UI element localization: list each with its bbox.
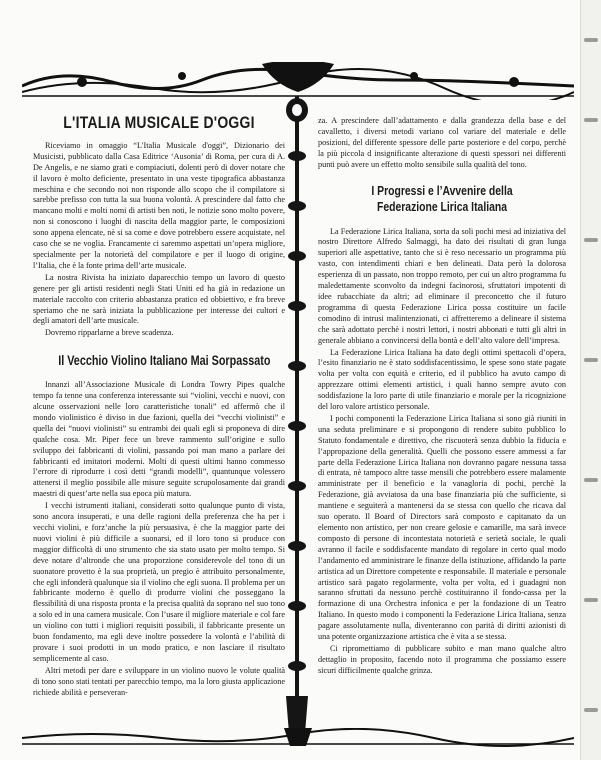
ornamental-footer-border bbox=[22, 728, 574, 748]
article-paragraph: La Federazione Lirica Italiana, sorta da soli pochi mesi ad iniziativa del nostro Direttore Alfredo Salmaggi, ha dato dei risultati di gran lunga superiori alle aspettative, tanto che si è reso necessario un programma più vasto, con intendimenti chiari e ben delineati. Data però la dolorosa esperienza di un passato, non troppo remoto, per cui un altro programma fu maledettamente sconvolto da indegni facinorosi, sfruttatori impotenti di idee rubacchiate da altri; ad eliminare il preconcetto che il futuro programma di questa Federazione Lirica possa costituire un facile comodino di intrusi malintenzionati, ci affretteremo a delineare il sistema che sarà adottato perchè i nostri lettori, i nostri abbonati e tutti gli altri in generale abbiano a convincersi della bontà e dell’alto valore dell’impresa. bbox=[318, 226, 566, 345]
article-title: L'ITALIA MUSICALE D'OGGI bbox=[63, 113, 255, 132]
ornamental-column-divider bbox=[284, 96, 310, 746]
binding-edge bbox=[580, 0, 601, 760]
article-paragraph: La nostra Rivista ha iniziato daparecchio tempo un lavoro di questo genere per gli artisti residenti negli Stati Uniti ed ha già in redazione un materiale raccolto con criterio abbastanza pratico ed obbiettivo, e fra breve speriamo che ne sarà iniziata la pubblicazione per interesse dei cultori e degli amatori dell’arte musicale. bbox=[33, 272, 285, 326]
ornamental-header-border bbox=[22, 62, 574, 100]
left-column bbox=[33, 112, 285, 700]
article-paragraph: Riceviamo in omaggio “L'Italia Musicale d'oggi”, Dizionario dei Musicisti, pubblicato dalla Casa Editrice ‘Ausonia’ di Roma, per cura di A. De Angelis, e ne siamo grati e compiaciuti, dolenti però di dover notare che il lavoro è molto deficiente, presentato in una veste tipografica abbastanza meschina e che secondo noi non risponde allo scopo che il compilatore si sarebbe prefisso con tutta la sua buona volontà. A prescindere dal fatto che mancano molti e molti nomi di artisti ben noti, le notizie sono molto povere, non si conoscono i luoghi di nascita della maggior parte, le composizioni sono appena elencate, nè si sa come e dove potrebbero essere acquistate, nel caso che se ne voglia. Francamente ci saremmo aspettati un’opera migliore, specialmente per la notorietà del compilatore e per il luogo di origine, l’Italia, che è la fonte prima dell’arte musicale. bbox=[33, 140, 285, 270]
article-paragraph: I pochi componenti la Federazione Lirica Italiana si sono già riuniti in una seduta preliminare e si propongono di rendere subito pubblico lo Statuto fondamentale e direttivo, che riscuoterà senza dubbio la fiducia e l’appropazione della generalità. Quelli che possono essere ammessi a far parte della Federazione Lirica Italiana non dovranno pagare nessuna tassa di entrata, nè tampoco altre tasse mensili che potrebbero essere malamente amministrate per il beneficio e la vanagloria di pochi, perchè la Federazione, già avviatosa da una base finanziaria più che sufficiente, si mantiene e seguiterà a mantenersi da se stessa con quello che ricava dal suo operato. Il Board of Directors sarà composto e capitanato da un elemento non artistico, per non creare gelosie e camarille, ma sarà invece composto di persone di incontestata notorietà e serietà sociale, le quali avranno il facile e soddisfacente mandato di regolare in certo qual modo l’andamento ed amministrare le finanze della istituzione, affidando la parte artistica ad un Direttore competente e responsabile. Il materiale e personale artistico sarà pagato regolarmente, volta per volta, ed i guadagni non saranno sfruttati da nessuno perchè costituiranno il fondo-cassa per la formazione di una Orchestra infonica e per la fondazione di un Teatro Italiano. In questo modo i componenti la Federazione Lirica Italiana, senza pagare assolutamente nulla, diventeranno con parità di diritti azionisti di una potente organizzazione artistica che è vita a se stessa. bbox=[318, 413, 566, 642]
continued-paragraph: za. A prescindere dall’adattamento e dalla grandezza della base e del cavalletto, i diversi metodi variano col variare del materiale e delle posizioni, del differente spessore delle parte posteriore e del corpo, perchè la più piccola d insignificante alterazione di questi spessori nei differenti punti può avere un effetto molto sensibile sulla qualità del tono. bbox=[318, 116, 566, 169]
article-paragraph: Dovremo ripparlarne a breve scadenza. bbox=[45, 328, 174, 338]
article-title-line: I Progressi e l’Avvenire della bbox=[371, 182, 513, 198]
article-paragraph: La Federazione Lirica Italiana ha dato degli ottimi spettacoli d’opera, l’esito finanziario ne è stato soddisfacentissimo, le spese sono state pagate volta per volta con equità e criterio, ed il pubblico ha avuto campo di apprezzare ottimi elementi artistici, i quali hanno sempre avuto con soddisfazione la loro parte di utile finanziario e morale per la ricognizione del loro valore artistico personale. bbox=[318, 347, 566, 412]
article-title: Il Vecchio Violino Italiano Mai Sorpassato bbox=[58, 353, 271, 369]
article-title bbox=[343, 183, 541, 215]
right-column bbox=[318, 116, 566, 678]
article-title-line: Federazione Lirica Italiana bbox=[376, 198, 508, 214]
article-paragraph: Altri metodi per dare e sviluppare in un violino nuovo le volute qualità di tono sono stati tentati per parecchio tempo, ma la loro giusta applicazione richiede abilità e perseveran- bbox=[33, 665, 285, 697]
article-paragraph: Innanzi all’Associazione Musicale di Londra Towry Pipes qualche tempo fa tenne una conferenza interessante sui “violini, vecchi e nuovi, con alcune osservazioni nelle loro caratteristiche tonali” ed affermò che il mondo violinistico è diviso in due fazioni, quella dei “vecchi violinisti” e quella dei “nuovi violinisti” su entrambi dei quali egli si proponeva di dire qualche cosa. Mr. Piper fece un breve rammento sull’origine e sullo sviluppo dei fabbricanti di violini, passando poi man mano a parlare dei fabbricanti ed imitatori moderni. Molti di questi ultimi hanno commesso l’errore di riprodurre i così detti “grandi modelli”, quantunque volessero attenersi il meglio possibile alle misure seguite scrupolosamente dai grandi maestri di quest’arte nella sua epoca più matura. bbox=[33, 380, 285, 499]
article-paragraph: Ci ripromettiamo di pubblicare subito e man mano qualche altro dettaglio in proposito, facendo noto il programma che possiamo essere sicuri difficilmente qualche grinza. bbox=[318, 643, 566, 675]
article-paragraph: I vecchi istrumenti italiani, considerati sotto qualunque punto di vista, sono ancora insuperati, e una delle ragioni della preferenza che ha per i vecchi violini, e forz’anche la più persuasiva, è che la maggior parte dei nuovi violini è più difficile a suonarsi, ed il loro tono si produce con maggior difficoltà di uno strumento che sia stato usato per molto tempo. Si deve notare d’altronde che una proporzione considerevole del tono di un suonatore provetto è la sua proprietà, un pregio è attribuito personalmente, che egli infonderà qualunque sia il violino che egli suona. Il problema per un fabbricante moderno è quello di produrre violini che posseggano la flessibilità di una risposta pronta e la precisa qualità da soprano nel suo tono a solo ed in una camera musicale. Con l’usare il migliore materiale e col fare un violino con tutti i migliori requisiti possibili, il fabbricante presente un buon fondamento, ma egli deve inoltre possedere la volontà e l’abilità di provare i suoi prodotti in un modo pratico, e non lasciare il risultato semplicemente al caso. bbox=[33, 501, 285, 663]
